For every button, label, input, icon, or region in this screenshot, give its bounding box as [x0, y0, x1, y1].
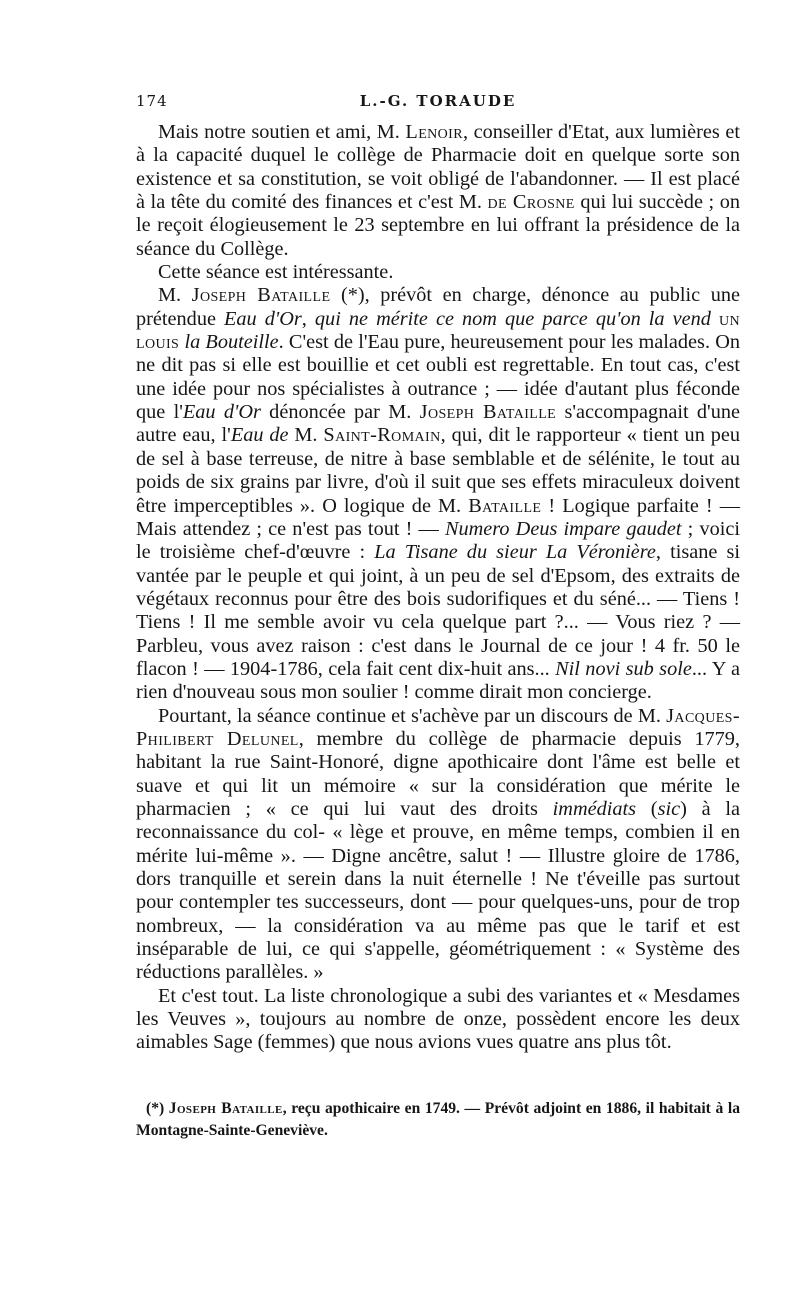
small-caps-name: Lenoir: [405, 121, 463, 143]
italic-text: qui ne mérite ce nom que parce qu'on la vend: [314, 307, 711, 330]
paragraph: [136, 121, 740, 261]
text-run: ) à la reconnaissance du col- « lège et prouve, en même temps, combien il en mérite lui-même ». — Digne ancêtre, salut ! — Illustre gloire de 1786, dors tranquille et serein dans la nuit éternelle ! Ne t'éveille pas surtout pour contempler tes successeurs, dont — pour quelques-uns, pour de trop nombreux, — la considération va au même pas que le tarif et est inséparable de lui, ce qui s'appelle, géométriquement : « Système des réductions parallèles. »: [136, 797, 740, 984]
paragraph: [136, 705, 740, 985]
small-caps-name: Joseph Bataille: [419, 401, 557, 424]
text-run: Pourtant, la séance continue et s'achève par un discours de M.: [158, 704, 667, 727]
running-head: L.-G. TORAUDE: [359, 92, 517, 110]
text-run: ... Y a rien d'nouveau sous mon soulier ! comme dirait mon concierge.: [136, 657, 740, 704]
text-run: ,: [301, 307, 315, 330]
italic-text: Eau d'Or: [224, 307, 302, 330]
text-run: Cette séance est intéressante.: [158, 261, 394, 284]
text-run: , tisane si vantée par le peuple et qui joint, à un peu de sel d'Epsom, des extraits de végétaux reconnus pour être des bois sudorifiques et du séné... — Tiens ! Tiens ! Il me semble avoir vu cela quelque part ?... — Vous riez ? — Parbleu, vous avez raison : c'est dans le Journal de ce jour ! 4 fr. 50 le flacon ! — 1904-1786, cela fait cent dix-huit ans...: [136, 541, 741, 680]
text-run: ! Logique parfaite ! — Mais attendez ; ce n'est pas tout ! —: [136, 494, 740, 540]
small-caps-name: Saint-Romain: [323, 424, 441, 447]
text-run: . C'est de l'Eau pure, heureusement pour les malades. On ne dit pas si elle est bouillie et cet oubli est regrettable. En tout cas, c'est une idée pour nos spécialistes à outrance ; — idée d'autant plus féconde que l': [136, 331, 741, 424]
paragraph: [136, 261, 740, 284]
text-run: M.: [158, 284, 192, 307]
text-run: M.: [288, 424, 324, 447]
text-run: (: [636, 797, 658, 820]
footnote: [136, 1098, 740, 1142]
text-run: , conseiller d'Etat, aux lumières et à la capacité duquel le collège de Pharmacie doit en quelque sorte son existence et sa constitution, se voit obligé de l'abandonner. — Il est placé à la tête du comité des finances et c'est M.: [136, 121, 740, 214]
body-text: [136, 121, 740, 1055]
text-run: Et c'est tout. La liste chronologique a subi des variantes et « Mesdames les Veuves », toujours au nombre de onze, possèdent encore les deux aimables Sage (femmes) que nous avions vues quatre ans plus tôt.: [136, 984, 740, 1054]
small-caps-name: Joseph Bataille: [191, 284, 331, 307]
italic-text: Nil novi sub sole: [555, 657, 692, 680]
small-caps-name: Joseph Bataille: [168, 1100, 283, 1117]
text-run: [711, 308, 719, 330]
small-caps-name: Jacques-Philibert Delunel: [136, 704, 740, 750]
text-run: , reçu apothicaire en 1749. — Prévôt adjoint en 1886, il habitait à la Montagne-Sainte-Geneviève.: [136, 1100, 740, 1139]
paragraph: [136, 985, 740, 1055]
text-run: s'accompagnait d'une autre eau, l': [136, 401, 740, 447]
text-run: Mais notre soutien et ami, M.: [158, 121, 406, 143]
small-caps-name: un louis: [136, 307, 740, 354]
text-run: dénoncée par M.: [260, 401, 420, 424]
italic-text: Eau d'Or: [182, 401, 261, 424]
text-run: qui lui succède ; on le reçoit élogieusement le 23 septembre en lui offrant la présidence de la séance du Collège.: [136, 191, 740, 260]
footnote-text: [136, 1098, 740, 1142]
text-run: , membre du collège de pharmacie depuis 1779, habitant la rue Saint-Honoré, digne apothicaire dont l'âme est belle et suave et qui lit un mémoire « sur la considération que mérite le pharmacien ; « ce qui lui vaut des droits: [136, 727, 741, 820]
small-caps-name: Bataille: [468, 494, 542, 517]
small-caps-name: de Crosne: [487, 191, 575, 214]
text-run: ; voici le troisième chef-d'œuvre :: [136, 517, 740, 564]
italic-text: Numero Deus impare gaudet: [444, 517, 682, 540]
page-header: [136, 92, 740, 114]
italic-text: La Tisane du sieur La Véronière: [374, 541, 656, 564]
italic-text: Eau de: [230, 424, 289, 447]
text-run: , qui, dit le rapporteur « tient un peu de sel à base terreuse, de nitre à base semblable et de sélénite, le tout au poids de six grains par livre, d'où il suit que ses effets miraculeux doivent être imperceptibles ». O logique de M.: [136, 424, 741, 517]
italic-text: sic: [657, 797, 681, 820]
italic-text: la Bouteille: [184, 331, 279, 354]
italic-text: immédiats: [552, 797, 637, 820]
paragraph: [136, 284, 740, 704]
page-number: 174: [136, 92, 168, 110]
text-run: (*), prévôt en charge, dénonce au public une prétendue: [136, 284, 740, 330]
text-run: (*): [146, 1100, 169, 1117]
